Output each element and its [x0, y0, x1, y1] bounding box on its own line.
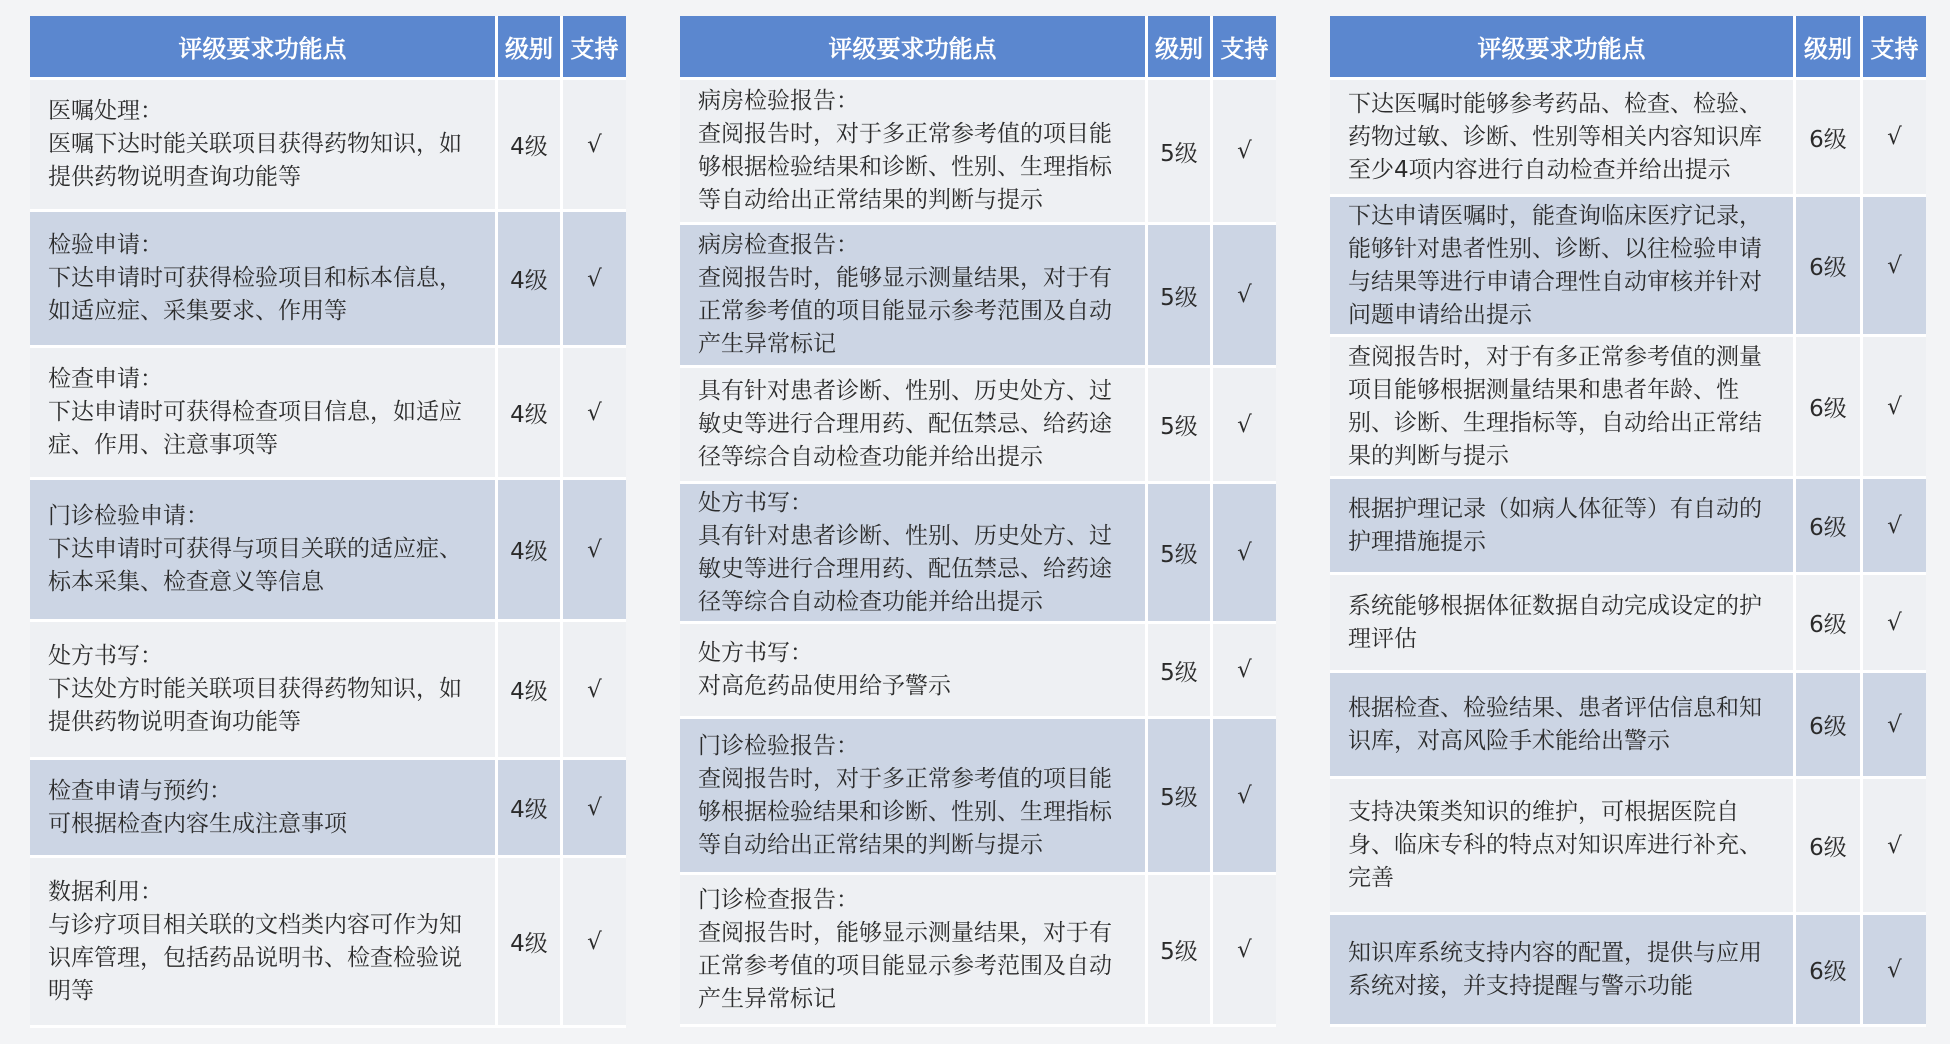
table-row [30, 622, 626, 760]
level-cell: 6级 [1796, 575, 1863, 673]
level-cell: 5级 [1148, 875, 1213, 1027]
table-row [680, 225, 1276, 368]
feature-body: 下达申请时可获得检查项目信息，如适应症、作用、注意事项等 [48, 399, 462, 458]
feature-cell [680, 875, 1148, 1027]
support-check: √ [1863, 915, 1926, 1027]
table-header [680, 16, 1276, 80]
level-cell: 5级 [1148, 225, 1213, 368]
feature-cell [1330, 575, 1796, 673]
header-feature: 评级要求功能点 [30, 16, 498, 80]
feature-cell [30, 80, 498, 212]
header-support: 支持 [563, 16, 626, 80]
level-cell: 4级 [498, 348, 563, 480]
feature-title: 病房检验报告： [698, 88, 859, 114]
feature-body: 根据检查、检验结果、患者评估信息和知识库，对高风险手术能给出警示 [1348, 694, 1762, 754]
feature-cell [680, 484, 1148, 624]
support-check: √ [1863, 337, 1926, 479]
level-cell: 5级 [1148, 484, 1213, 624]
level-cell: 4级 [498, 80, 563, 212]
feature-body: 根据护理记录（如病人体征等）有自动的护理措施提示 [1348, 495, 1762, 555]
feature-cell [1330, 197, 1796, 337]
header-feature: 评级要求功能点 [680, 16, 1148, 80]
level-cell: 4级 [498, 858, 563, 1028]
level-cell: 4级 [498, 480, 563, 622]
feature-title: 处方书写： [698, 489, 813, 516]
feature-cell [30, 212, 498, 348]
feature-cell [1330, 337, 1796, 479]
level-cell: 6级 [1796, 779, 1863, 915]
table-row [1330, 80, 1926, 197]
table-row [1330, 337, 1926, 479]
table-header [1330, 16, 1926, 80]
feature-cell [680, 368, 1148, 484]
feature-body: 知识库系统支持内容的配置，提供与应用系统对接，并支持提醒与警示功能 [1348, 939, 1762, 999]
feature-title: 检验申请： [48, 232, 163, 258]
table-row [30, 348, 626, 480]
support-check: √ [1863, 479, 1926, 575]
support-check: √ [563, 80, 626, 212]
feature-body: 系统能够根据体征数据自动完成设定的护理评估 [1348, 592, 1762, 652]
table-row [680, 719, 1276, 875]
header-support: 支持 [1213, 16, 1276, 80]
table-row [1330, 479, 1926, 575]
support-check: √ [1213, 719, 1276, 875]
table-row [1330, 197, 1926, 337]
support-check: √ [1213, 484, 1276, 624]
table-row [680, 875, 1276, 1027]
requirements-table-level-4 [30, 16, 626, 1028]
support-check: √ [563, 212, 626, 348]
feature-body: 具有针对患者诊断、性别、历史处方、过敏史等进行合理用药、配伍禁忌、给药途径等综合自动检查功能并给出提示 [698, 378, 1112, 470]
table-row [30, 212, 626, 348]
feature-cell [1330, 479, 1796, 575]
feature-title: 数据利用： [48, 878, 163, 905]
feature-body: 与诊疗项目相关联的文档类内容可作为知识库管理，包括药品说明书、检查检验说明等 [48, 911, 462, 1004]
feature-body: 下达申请时可获得检验项目和标本信息，如适应症、采集要求、作用等 [48, 265, 462, 324]
feature-title: 处方书写： [48, 643, 163, 669]
support-check: √ [1213, 80, 1276, 225]
feature-cell [680, 80, 1148, 225]
feature-cell [30, 480, 498, 622]
table-row [30, 858, 626, 1028]
feature-cell [30, 348, 498, 480]
table-row [680, 368, 1276, 484]
support-check: √ [563, 760, 626, 858]
feature-title: 门诊检验申请： [48, 503, 209, 529]
feature-body: 查阅报告时，能够显示测量结果，对于有正常参考值的项目能显示参考范围及自动产生异常标记 [698, 265, 1112, 357]
feature-body: 下达申请医嘱时，能查询临床医疗记录，能够针对患者性别、诊断、以往检验申请与结果等进行申请合理性自动审核并针对问题申请给出提示 [1348, 202, 1762, 328]
feature-title: 检查申请与预约： [48, 777, 232, 804]
feature-body: 对高危药品使用给予警示 [698, 673, 951, 699]
support-check: √ [563, 858, 626, 1028]
table-header [30, 16, 626, 80]
level-cell: 5级 [1148, 80, 1213, 225]
feature-body: 查阅报告时，对于多正常参考值的项目能够根据检验结果和诊断、性别、生理指标等自动给出正常结果的判断与提示 [698, 765, 1112, 858]
feature-cell [30, 622, 498, 760]
feature-body: 下达申请时可获得与项目关联的适应症、标本采集、检查意义等信息 [48, 536, 462, 595]
support-check: √ [1213, 624, 1276, 719]
header-feature: 评级要求功能点 [1330, 16, 1796, 80]
header-support: 支持 [1863, 16, 1926, 80]
level-cell: 5级 [1148, 624, 1213, 719]
table-row [1330, 575, 1926, 673]
feature-cell [1330, 80, 1796, 197]
support-check: √ [1863, 575, 1926, 673]
feature-body: 查阅报告时，对于多正常参考值的项目能够根据检验结果和诊断、性别、生理指标等自动给出正常结果的判断与提示 [698, 121, 1112, 213]
feature-title: 处方书写： [698, 640, 813, 666]
header-level: 级别 [1148, 16, 1213, 80]
feature-body: 查阅报告时，对于有多正常参考值的测量项目能够根据测量结果和患者年龄、性别、诊断、生理指标等，自动给出正常结果的判断与提示 [1348, 343, 1762, 469]
feature-body: 可根据检查内容生成注意事项 [48, 810, 347, 837]
feature-title: 门诊检查报告： [698, 886, 859, 913]
feature-cell [680, 225, 1148, 368]
feature-cell [1330, 779, 1796, 915]
header-level: 级别 [498, 16, 563, 80]
table-row [30, 760, 626, 858]
feature-body: 下达医嘱时能够参考药品、检查、检验、药物过敏、诊断、性别等相关内容知识库至少4项内容进行自动检查并给出提示 [1348, 90, 1762, 183]
feature-cell [680, 624, 1148, 719]
feature-title: 医嘱处理： [48, 98, 163, 124]
feature-body: 查阅报告时，能够显示测量结果，对于有正常参考值的项目能显示参考范围及自动产生异常标记 [698, 919, 1112, 1012]
feature-cell [1330, 915, 1796, 1027]
table-row [1330, 779, 1926, 915]
level-cell: 4级 [498, 212, 563, 348]
requirements-table-level-6 [1330, 16, 1926, 1027]
table-row [680, 484, 1276, 624]
feature-title: 门诊检验报告： [698, 732, 859, 759]
level-cell: 6级 [1796, 673, 1863, 779]
feature-body: 下达处方时能关联项目获得药物知识，如提供药物说明查询功能等 [48, 676, 462, 735]
support-check: √ [563, 622, 626, 760]
support-check: √ [1213, 225, 1276, 368]
level-cell: 6级 [1796, 915, 1863, 1027]
table-row [30, 80, 626, 212]
feature-cell [30, 858, 498, 1028]
table-row [30, 480, 626, 622]
table-row [680, 624, 1276, 719]
level-cell: 4级 [498, 622, 563, 760]
feature-body: 支持决策类知识的维护，可根据医院自身、临床专科的特点对知识库进行补充、完善 [1348, 799, 1762, 891]
support-check: √ [1863, 779, 1926, 915]
support-check: √ [563, 480, 626, 622]
support-check: √ [1863, 673, 1926, 779]
level-cell: 5级 [1148, 368, 1213, 484]
level-cell: 6级 [1796, 479, 1863, 575]
support-check: √ [1863, 197, 1926, 337]
level-cell: 6级 [1796, 337, 1863, 479]
feature-body: 医嘱下达时能关联项目获得药物知识，如提供药物说明查询功能等 [48, 131, 462, 190]
feature-title: 病房检查报告： [698, 232, 859, 258]
support-check: √ [1213, 875, 1276, 1027]
table-row [1330, 673, 1926, 779]
support-check: √ [563, 348, 626, 480]
feature-cell [30, 760, 498, 858]
feature-cell [1330, 673, 1796, 779]
table-row [680, 80, 1276, 225]
level-cell: 6级 [1796, 197, 1863, 337]
level-cell: 6级 [1796, 80, 1863, 197]
table-row [1330, 915, 1926, 1027]
support-check: √ [1213, 368, 1276, 484]
header-level: 级别 [1796, 16, 1863, 80]
support-check: √ [1863, 80, 1926, 197]
requirements-table-level-5 [680, 16, 1276, 1027]
level-cell: 4级 [498, 760, 563, 858]
level-cell: 5级 [1148, 719, 1213, 875]
feature-body: 具有针对患者诊断、性别、历史处方、过敏史等进行合理用药、配伍禁忌、给药途径等综合自动检查功能并给出提示 [698, 522, 1112, 615]
feature-cell [680, 719, 1148, 875]
feature-title: 检查申请： [48, 366, 163, 392]
